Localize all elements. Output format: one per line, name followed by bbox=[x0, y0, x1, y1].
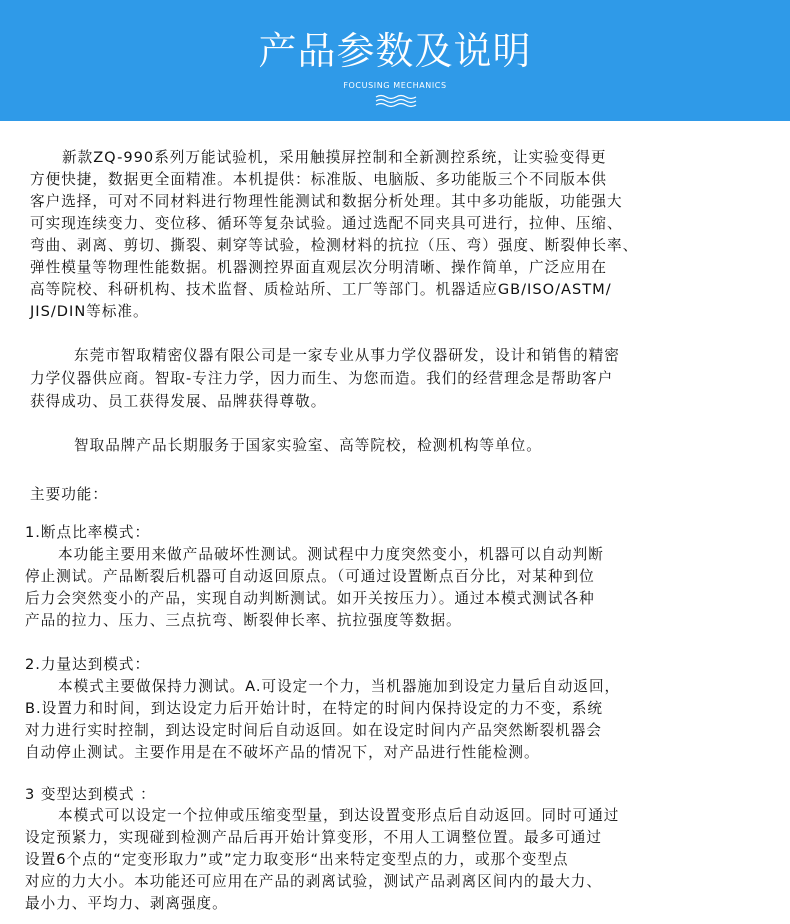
mode-line: 本功能主要用来做产品破坏性测试。测试程中力度突然变小，机器可以自动判断 bbox=[58, 546, 604, 563]
intro-line: JIS/DIN等标准。 bbox=[30, 303, 149, 320]
mode-line: 产品的拉力、压力、三点抗弯、断裂伸长率、抗拉强度等数据。 bbox=[25, 612, 462, 629]
mode-line: 后力会突然变小的产品，实现自动判断测试。如开关按压力）。通过本模式测试各种 bbox=[25, 590, 595, 607]
page-title: 产品参数及说明 bbox=[258, 29, 532, 73]
intro-line: 客户选择，可对不同材料进行物理性能测试和数据分析处理。其中多功能版，功能强大 bbox=[30, 193, 623, 210]
company-line: 力学仪器供应商。智取-专注力学，因力而生、为您而造。我们的经营理念是帮助客户 bbox=[30, 370, 614, 387]
mode-title: 2.力量达到模式： bbox=[25, 656, 151, 673]
mode-line: 自动停止测试。主要作用是在不破坏产品的情况下，对产品进行性能检测。 bbox=[25, 744, 540, 761]
mode-line: B.设置力和时间，到达设定力后开始计时，在特定的时间内保持设定的力不变，系统 bbox=[25, 700, 604, 717]
mode-line: 设定预紧力，实现碰到检测产品后再开始计算变形，不用人工调整位置。最多可通过 bbox=[25, 829, 602, 846]
mode-line: 对力进行实时控制，到达设定时间后自动返回。如在设定时间内产品突然断裂机器会 bbox=[25, 722, 602, 739]
features-heading: 主要功能： bbox=[30, 486, 108, 503]
mode-title: 1.断点比率模式： bbox=[25, 524, 151, 541]
service-line: 智取品牌产品长期服务于国家实验室、高等院校，检测机构等单位。 bbox=[74, 437, 542, 454]
mode-title: 3 变型达到模式 ： bbox=[25, 786, 156, 803]
mode-line: 本模式可以设定一个拉伸或压缩变型量，到达设置变形点后自动返回。同时可通过 bbox=[58, 807, 620, 824]
mode-line: 停止测试。产品断裂后机器可自动返回原点。（可通过设置断点百分比，对某种到位 bbox=[25, 568, 595, 585]
mode-line: 本模式主要做保持力测试。A.可设定一个力，当机器施加到设定力量后自动返回， bbox=[58, 678, 621, 695]
mode-line: 设置6个点的“定变形取力”或”定力取变形“出来特定变型点的力，或那个变型点 bbox=[25, 851, 569, 868]
intro-line: 高等院校、科研机构、技术监督、质检站所、工厂等部门。机器适应GB/ISO/ASTM/ bbox=[30, 281, 612, 298]
intro-line: 可实现连续变力、变位移、循环等复杂试验。通过选配不同夹具可进行，拉伸、压缩、 bbox=[30, 215, 623, 232]
page-subtitle: FOCUSING MECHANICS bbox=[343, 81, 447, 90]
intro-line: 弹性模量等物理性能数据。机器测控界面直观层次分明清晰、操作简单，广泛应用在 bbox=[30, 259, 607, 276]
intro-line: 方便快捷，数据更全面精准。本机提供：标准版、电脑版、多功能版三个不同版本供 bbox=[30, 171, 607, 188]
company-line: 获得成功、员工获得发展、品牌获得尊敬。 bbox=[30, 393, 327, 410]
intro-line: 新款ZQ-990系列万能试验机，采用触摸屏控制和全新测控系统，让实验变得更 bbox=[62, 149, 607, 166]
mode-line: 最小力、平均力、剥离强度。 bbox=[25, 895, 228, 912]
intro-line: 弯曲、剥离、剪切、撕裂、刺穿等试验，检测材料的抗拉（压、弯）强度、断裂伸长率、 bbox=[30, 237, 639, 254]
company-line: 东莞市智取精密仪器有限公司是一家专业从事力学仪器研发，设计和销售的精密 bbox=[74, 347, 620, 364]
mode-line: 对应的力大小。本功能还可应用在产品的剥离试验，测试产品剥离区间内的最大力、 bbox=[25, 873, 602, 890]
